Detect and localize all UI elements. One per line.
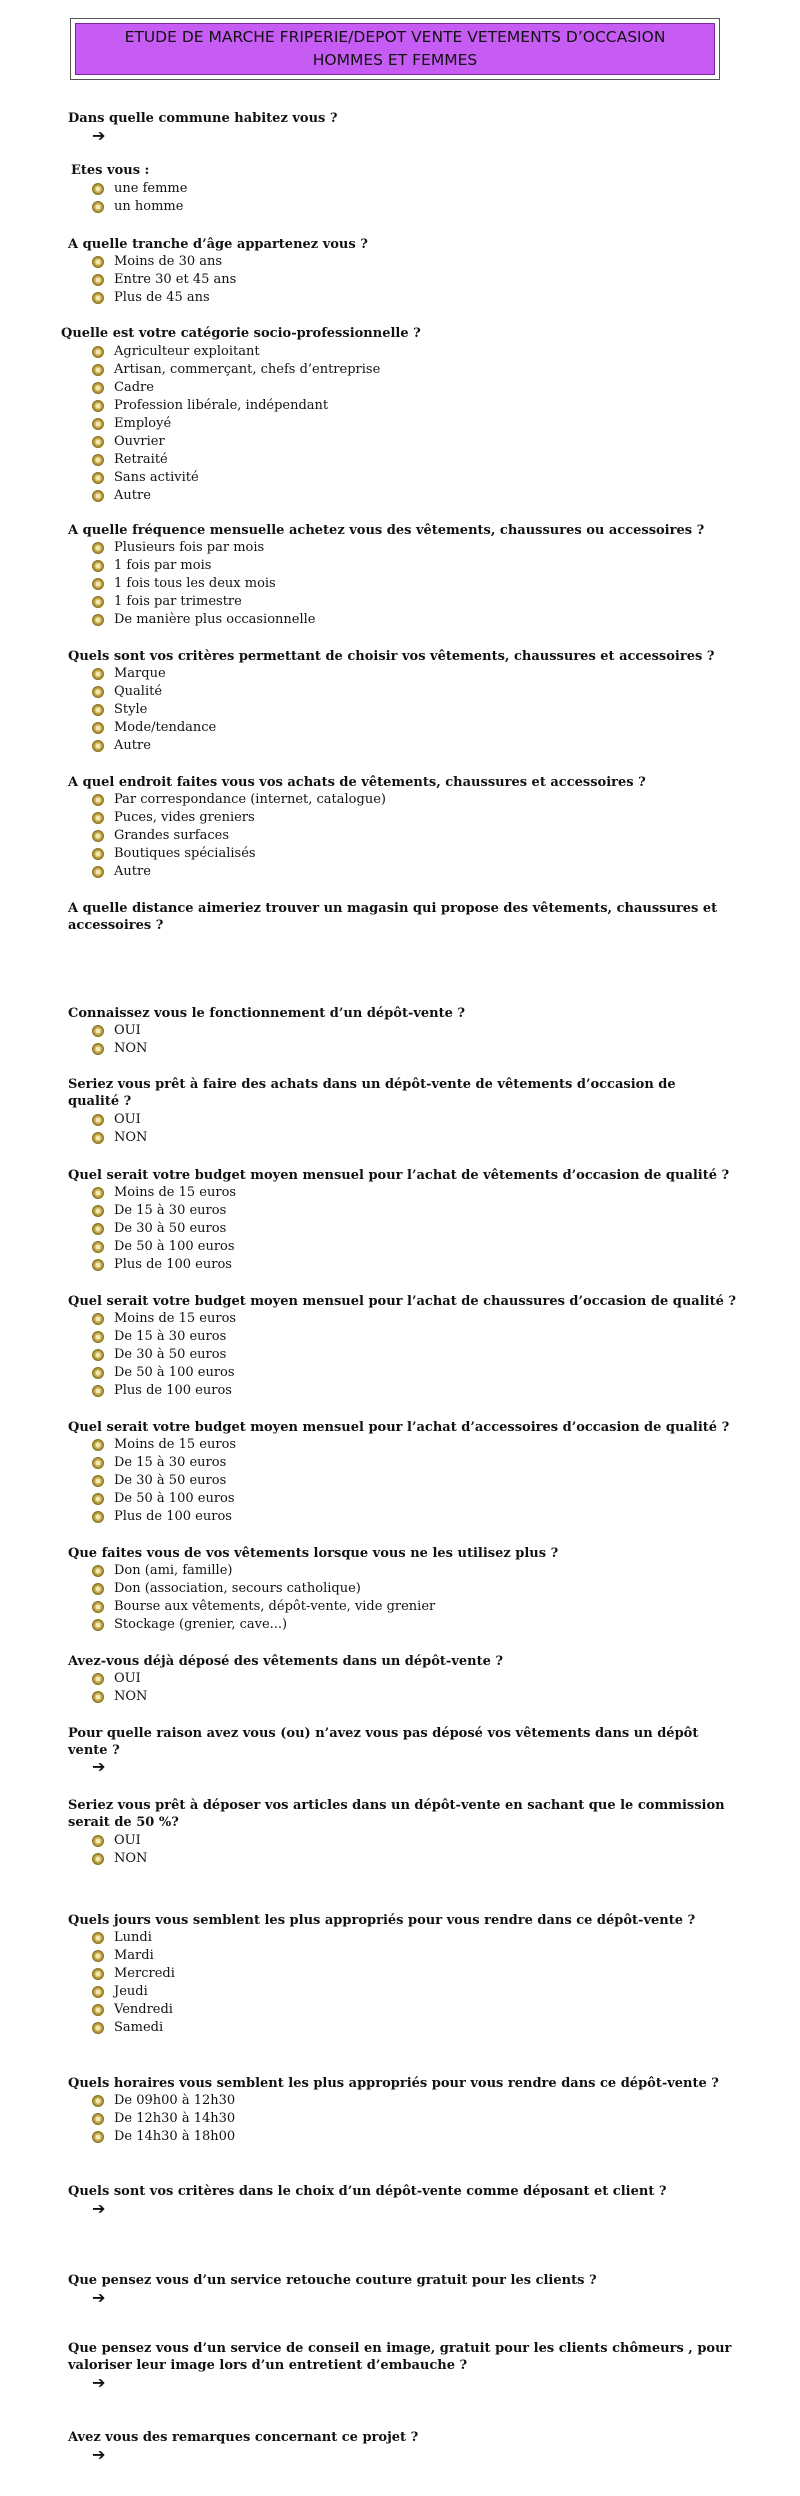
radio-option-label: 1 fois par trimestre <box>114 594 242 609</box>
radio-option[interactable] <box>92 1238 236 1256</box>
radio-option-label: Artisan, commerçant, chefs d’entreprise <box>114 362 381 377</box>
question-sexe: Etes vous : <box>71 163 150 178</box>
radio-option[interactable] <box>92 737 216 755</box>
radio-option-label: Grandes surfaces <box>114 828 230 843</box>
radio-option-label: NON <box>114 1130 148 1145</box>
question-connaissez: Connaissez vous le fonctionnement d’un dépôt-vente ? <box>68 1006 466 1021</box>
radio-option-label: une femme <box>114 181 188 196</box>
radio-option-label: De 30 à 50 euros <box>114 1347 227 1362</box>
radio-button-icon[interactable] <box>92 1187 104 1199</box>
radio-button-icon[interactable] <box>92 1619 104 1631</box>
radio-option-label: Mercredi <box>114 1966 175 1981</box>
radio-button-icon[interactable] <box>92 1349 104 1361</box>
radio-option-label: NON <box>114 1689 148 1704</box>
options-deja-depose <box>92 1670 147 1706</box>
survey-title <box>75 23 715 75</box>
question-raison-line-1: Pour quelle raison avez vous (ou) n’avez vous pas déposé vos vêtements dans un dépôt <box>68 1726 699 1741</box>
radio-option[interactable] <box>92 469 380 487</box>
radio-option[interactable] <box>92 1616 435 1634</box>
radio-button-icon[interactable] <box>92 1583 104 1595</box>
radio-option-label: Boutiques spécialisés <box>114 846 256 861</box>
question-pret-deposer <box>68 1797 725 1831</box>
radio-button-icon[interactable] <box>92 1691 104 1703</box>
radio-button-icon[interactable] <box>92 596 104 608</box>
question-retouche: Que pensez vous d’un service retouche couture gratuit pour les clients ? <box>68 2273 597 2288</box>
radio-option-label: un homme <box>114 199 184 214</box>
radio-option-label: Moins de 15 euros <box>114 1185 237 1200</box>
question-criteres: Quels sont vos critères permettant de choisir vos vêtements, chaussures et accessoires ? <box>68 649 715 664</box>
radio-option-label: Samedi <box>114 2020 164 2035</box>
radio-option[interactable] <box>92 1472 236 1490</box>
radio-option[interactable] <box>92 289 236 307</box>
radio-option[interactable] <box>92 683 216 701</box>
radio-option[interactable] <box>92 180 187 198</box>
radio-option[interactable] <box>92 1364 236 1382</box>
radio-option[interactable] <box>92 1202 236 1220</box>
radio-button-icon[interactable] <box>92 1493 104 1505</box>
radio-option-label: De 15 à 30 euros <box>114 1455 227 1470</box>
radio-option[interactable] <box>92 1490 236 1508</box>
radio-button-icon[interactable] <box>92 1932 104 1944</box>
radio-button-icon[interactable] <box>92 2022 104 2034</box>
radio-button-icon[interactable] <box>92 1565 104 1577</box>
radio-button-icon[interactable] <box>92 400 104 412</box>
question-pret-achat-line-1: Seriez vous prêt à faire des achats dans un dépôt-vente de vêtements d’occasion de <box>68 1077 676 1092</box>
question-horaires: Quels horaires vous semblent les plus appropriés pour vous rendre dans ce dépôt-vente ? <box>68 2076 719 2091</box>
radio-button-icon[interactable] <box>92 812 104 824</box>
radio-option-label: De 50 à 100 euros <box>114 1491 235 1506</box>
radio-option-label: 1 fois tous les deux mois <box>114 576 276 591</box>
radio-button-icon[interactable] <box>92 1385 104 1397</box>
radio-option-label: Autre <box>114 738 151 753</box>
radio-button-icon[interactable] <box>92 1259 104 1271</box>
radio-option-label: 1 fois par mois <box>114 558 212 573</box>
radio-option[interactable] <box>92 361 380 379</box>
options-connaissez <box>92 1022 147 1058</box>
radio-option[interactable] <box>92 2001 175 2019</box>
radio-button-icon[interactable] <box>92 1601 104 1613</box>
radio-option-label: Plus de 45 ans <box>114 290 210 305</box>
arrow-icon: ➔ <box>92 126 106 145</box>
radio-option-label: De manière plus occasionnelle <box>114 612 316 627</box>
radio-option-label: Par correspondance (internet, catalogue) <box>114 792 386 807</box>
options-budget-accessoires <box>92 1436 236 1526</box>
question-endroit: A quel endroit faites vous vos achats de vêtements, chaussures et accessoires ? <box>68 775 646 790</box>
radio-option-label: De 50 à 100 euros <box>114 1239 235 1254</box>
radio-option[interactable] <box>92 665 216 683</box>
radio-option[interactable] <box>92 1184 236 1202</box>
radio-button-icon[interactable] <box>92 2095 104 2107</box>
radio-option-label: Mardi <box>114 1948 154 1963</box>
radio-button-icon[interactable] <box>92 794 104 806</box>
options-pret-deposer <box>92 1832 147 1868</box>
radio-option[interactable] <box>92 271 236 289</box>
question-jours: Quels jours vous semblent les plus appropriés pour vous rendre dans ce dépôt-vente ? <box>68 1913 696 1928</box>
radio-option[interactable] <box>92 1929 175 1947</box>
radio-button-icon[interactable] <box>92 1223 104 1235</box>
radio-option[interactable] <box>92 1983 175 2001</box>
radio-button-icon[interactable] <box>92 668 104 680</box>
radio-button-icon[interactable] <box>92 1986 104 1998</box>
radio-option[interactable] <box>92 1580 435 1598</box>
radio-option[interactable] <box>92 575 316 593</box>
radio-button-icon[interactable] <box>92 722 104 734</box>
radio-option-label: Ouvrier <box>114 434 165 449</box>
radio-button-icon[interactable] <box>92 686 104 698</box>
radio-option[interactable] <box>92 1256 236 1274</box>
radio-button-icon[interactable] <box>92 2131 104 2143</box>
radio-option[interactable] <box>92 1947 175 1965</box>
radio-button-icon[interactable] <box>92 542 104 554</box>
radio-button-icon[interactable] <box>92 1331 104 1343</box>
radio-option[interactable] <box>92 415 380 433</box>
question-deja-depose: Avez-vous déjà déposé des vêtements dans un dépôt-vente ? <box>68 1654 504 1669</box>
radio-button-icon[interactable] <box>92 1457 104 1469</box>
question-raison <box>68 1725 698 1759</box>
arrow-icon: ➔ <box>92 1757 106 1776</box>
radio-button-icon[interactable] <box>92 346 104 358</box>
radio-option-label: Marque <box>114 666 166 681</box>
title-line-2: HOMMES ET FEMMES <box>312 51 478 69</box>
question-que-faites: Que faites vous de vos vêtements lorsque vous ne les utilisez plus ? <box>68 1546 559 1561</box>
radio-button-icon[interactable] <box>92 704 104 716</box>
radio-option-label: De 30 à 50 euros <box>114 1221 227 1236</box>
radio-option-label: Puces, vides greniers <box>114 810 255 825</box>
question-conseil <box>68 2340 731 2374</box>
radio-option[interactable] <box>92 397 380 415</box>
radio-option-label: Stockage (grenier, cave...) <box>114 1617 288 1632</box>
radio-option-label: Cadre <box>114 380 154 395</box>
radio-option-label: Plus de 100 euros <box>114 1383 232 1398</box>
title-box <box>70 18 720 80</box>
radio-button-icon[interactable] <box>92 1673 104 1685</box>
radio-button-icon[interactable] <box>92 1241 104 1253</box>
radio-option[interactable] <box>92 379 380 397</box>
radio-option[interactable] <box>92 827 386 845</box>
radio-option[interactable] <box>92 1310 236 1328</box>
radio-option[interactable] <box>92 2019 175 2037</box>
radio-option[interactable] <box>92 611 316 629</box>
radio-button-icon[interactable] <box>92 1367 104 1379</box>
question-conseil-line-1: Que pensez vous d’un service de conseil en image, gratuit pour les clients chômeurs , pour <box>68 2341 732 2356</box>
radio-option[interactable] <box>92 487 380 505</box>
radio-option[interactable] <box>92 845 386 863</box>
radio-option[interactable] <box>92 539 316 557</box>
radio-option-label: OUI <box>114 1671 141 1686</box>
radio-option-label: Employé <box>114 416 172 431</box>
radio-button-icon[interactable] <box>92 740 104 752</box>
radio-option-label: Qualité <box>114 684 163 699</box>
radio-option[interactable] <box>92 1111 147 1129</box>
question-budget-chaussures: Quel serait votre budget moyen mensuel pour l’achat de chaussures d’occasion de qualité ? <box>68 1294 737 1309</box>
options-horaires <box>92 2092 235 2146</box>
radio-button-icon[interactable] <box>92 848 104 860</box>
radio-option[interactable] <box>92 2128 235 2146</box>
options-budget-chaussures <box>92 1310 236 1400</box>
radio-option[interactable] <box>92 1220 236 1238</box>
radio-option-label: Autre <box>114 488 151 503</box>
options-frequence <box>92 539 316 629</box>
options-sexe <box>92 180 187 216</box>
question-distance-line-1: A quelle distance aimeriez trouver un magasin qui propose des vêtements, chaussures et <box>68 901 718 916</box>
radio-button-icon[interactable] <box>92 614 104 626</box>
radio-button-icon[interactable] <box>92 1968 104 1980</box>
radio-option-label: Autre <box>114 864 151 879</box>
radio-option-label: De 14h30 à 18h00 <box>114 2129 236 2144</box>
radio-button-icon[interactable] <box>92 1132 104 1144</box>
radio-option-label: Moins de 15 euros <box>114 1311 237 1326</box>
radio-button-icon[interactable] <box>92 866 104 878</box>
radio-option[interactable] <box>92 198 187 216</box>
options-endroit <box>92 791 386 881</box>
radio-option[interactable] <box>92 1436 236 1454</box>
radio-option-label: De 30 à 50 euros <box>114 1473 227 1488</box>
radio-option[interactable] <box>92 863 386 881</box>
radio-option-label: Mode/tendance <box>114 720 217 735</box>
radio-option-label: Retraité <box>114 452 168 467</box>
radio-option[interactable] <box>92 2110 235 2128</box>
radio-option[interactable] <box>92 1454 236 1472</box>
options-budget-vetements <box>92 1184 236 1274</box>
radio-button-icon[interactable] <box>92 2004 104 2016</box>
radio-option-label: Agriculteur exploitant <box>114 344 260 359</box>
radio-button-icon[interactable] <box>92 1439 104 1451</box>
question-budget-accessoires: Quel serait votre budget moyen mensuel pour l’achat d’accessoires d’occasion de qualité ? <box>68 1420 730 1435</box>
title-line-1: ETUDE DE MARCHE FRIPERIE/DEPOT VENTE VETEMENTS D’OCCASION <box>124 28 666 46</box>
radio-button-icon[interactable] <box>92 472 104 484</box>
radio-option-label: Moins de 30 ans <box>114 254 223 269</box>
radio-option-label: OUI <box>114 1833 141 1848</box>
question-commune: Dans quelle commune habitez vous ? <box>68 111 338 126</box>
radio-button-icon[interactable] <box>92 436 104 448</box>
radio-option[interactable] <box>92 1562 435 1580</box>
radio-button-icon[interactable] <box>92 1025 104 1037</box>
radio-option-label: Bourse aux vêtements, dépôt-vente, vide grenier <box>114 1599 436 1614</box>
radio-option-label: De 15 à 30 euros <box>114 1203 227 1218</box>
radio-option-label: Lundi <box>114 1930 152 1945</box>
radio-option-label: NON <box>114 1851 148 1866</box>
radio-option[interactable] <box>92 343 380 361</box>
question-distance-line-2: accessoires ? <box>68 918 164 933</box>
radio-button-icon[interactable] <box>92 1114 104 1126</box>
radio-option-label: Profession libérale, indépendant <box>114 398 329 413</box>
radio-button-icon[interactable] <box>92 183 104 195</box>
radio-option-label: De 09h00 à 12h30 <box>114 2093 236 2108</box>
radio-option[interactable] <box>92 1508 236 1526</box>
radio-button-icon[interactable] <box>92 2113 104 2125</box>
question-age: A quelle tranche d’âge appartenez vous ? <box>68 237 368 252</box>
question-raison-line-2: vente ? <box>68 1743 120 1758</box>
radio-button-icon[interactable] <box>92 292 104 304</box>
radio-option[interactable] <box>92 701 216 719</box>
radio-button-icon[interactable] <box>92 256 104 268</box>
question-budget-vetements: Quel serait votre budget moyen mensuel pour l’achat de vêtements d’occasion de qualité ? <box>68 1168 730 1183</box>
radio-button-icon[interactable] <box>92 418 104 430</box>
question-csp: Quelle est votre catégorie socio-professionnelle ? <box>61 326 421 341</box>
radio-option-label: NON <box>114 1041 148 1056</box>
radio-option[interactable] <box>92 451 380 469</box>
radio-option-label: Sans activité <box>114 470 199 485</box>
question-pret-achat <box>68 1076 676 1110</box>
radio-option[interactable] <box>92 809 386 827</box>
radio-button-icon[interactable] <box>92 1950 104 1962</box>
options-criteres <box>92 665 216 755</box>
radio-button-icon[interactable] <box>92 364 104 376</box>
radio-option[interactable] <box>92 1382 236 1400</box>
options-jours <box>92 1929 175 2037</box>
radio-option-label: Vendredi <box>114 2002 173 2017</box>
question-pret-deposer-line-1: Seriez vous prêt à déposer vos articles dans un dépôt-vente en sachant que le commission <box>68 1798 725 1813</box>
radio-option-label: Jeudi <box>114 1984 148 1999</box>
radio-option-label: Don (association, secours catholique) <box>114 1581 361 1596</box>
radio-option[interactable] <box>92 557 316 575</box>
radio-option-label: OUI <box>114 1112 141 1127</box>
radio-button-icon[interactable] <box>92 490 104 502</box>
question-criteres-depot: Quels sont vos critères dans le choix d’un dépôt-vente comme déposant et client ? <box>68 2184 667 2199</box>
radio-option-label: Plusieurs fois par mois <box>114 540 265 555</box>
question-pret-deposer-line-2: serait de 50 %? <box>68 1815 179 1830</box>
radio-button-icon[interactable] <box>92 578 104 590</box>
radio-option[interactable] <box>92 433 380 451</box>
radio-button-icon[interactable] <box>92 382 104 394</box>
radio-option-label: De 50 à 100 euros <box>114 1365 235 1380</box>
radio-option[interactable] <box>92 791 386 809</box>
options-age <box>92 253 236 307</box>
radio-button-icon[interactable] <box>92 830 104 842</box>
arrow-icon: ➔ <box>92 2199 106 2218</box>
radio-option[interactable] <box>92 1129 147 1147</box>
radio-option[interactable] <box>92 2092 235 2110</box>
radio-option[interactable] <box>92 593 316 611</box>
radio-option[interactable] <box>92 1965 175 1983</box>
arrow-icon: ➔ <box>92 2445 106 2464</box>
radio-button-icon[interactable] <box>92 560 104 572</box>
radio-option[interactable] <box>92 1670 147 1688</box>
radio-option[interactable] <box>92 719 216 737</box>
radio-option-label: OUI <box>114 1023 141 1038</box>
radio-option-label: De 12h30 à 14h30 <box>114 2111 236 2126</box>
radio-option[interactable] <box>92 1688 147 1706</box>
radio-option[interactable] <box>92 253 236 271</box>
radio-button-icon[interactable] <box>92 274 104 286</box>
radio-button-icon[interactable] <box>92 1835 104 1847</box>
arrow-icon: ➔ <box>92 2373 106 2392</box>
radio-option-label: Plus de 100 euros <box>114 1257 232 1272</box>
options-que-faites <box>92 1562 435 1634</box>
radio-option[interactable] <box>92 1022 147 1040</box>
radio-option[interactable] <box>92 1598 435 1616</box>
radio-button-icon[interactable] <box>92 1853 104 1865</box>
options-pret-achat <box>92 1111 147 1147</box>
radio-option-label: Style <box>114 702 148 717</box>
radio-button-icon[interactable] <box>92 1475 104 1487</box>
question-pret-achat-line-2: qualité ? <box>68 1094 132 1109</box>
question-conseil-line-2: valoriser leur image lors d’un entretient d’embauche ? <box>68 2358 468 2373</box>
options-csp <box>92 343 380 505</box>
question-remarques: Avez vous des remarques concernant ce projet ? <box>68 2430 419 2445</box>
radio-button-icon[interactable] <box>92 1313 104 1325</box>
radio-button-icon[interactable] <box>92 454 104 466</box>
radio-option[interactable] <box>92 1346 236 1364</box>
radio-button-icon[interactable] <box>92 201 104 213</box>
radio-option-label: Don (ami, famille) <box>114 1563 233 1578</box>
radio-option[interactable] <box>92 1040 147 1058</box>
radio-button-icon[interactable] <box>92 1205 104 1217</box>
radio-option[interactable] <box>92 1832 147 1850</box>
radio-button-icon[interactable] <box>92 1043 104 1055</box>
radio-option[interactable] <box>92 1328 236 1346</box>
radio-option-label: Entre 30 et 45 ans <box>114 272 237 287</box>
radio-button-icon[interactable] <box>92 1511 104 1523</box>
radio-option[interactable] <box>92 1850 147 1868</box>
radio-option-label: Plus de 100 euros <box>114 1509 232 1524</box>
arrow-icon: ➔ <box>92 2288 106 2307</box>
radio-option-label: De 15 à 30 euros <box>114 1329 227 1344</box>
radio-option-label: Moins de 15 euros <box>114 1437 237 1452</box>
question-frequence: A quelle fréquence mensuelle achetez vous des vêtements, chaussures ou accessoires ? <box>68 523 705 538</box>
question-distance <box>68 900 717 934</box>
